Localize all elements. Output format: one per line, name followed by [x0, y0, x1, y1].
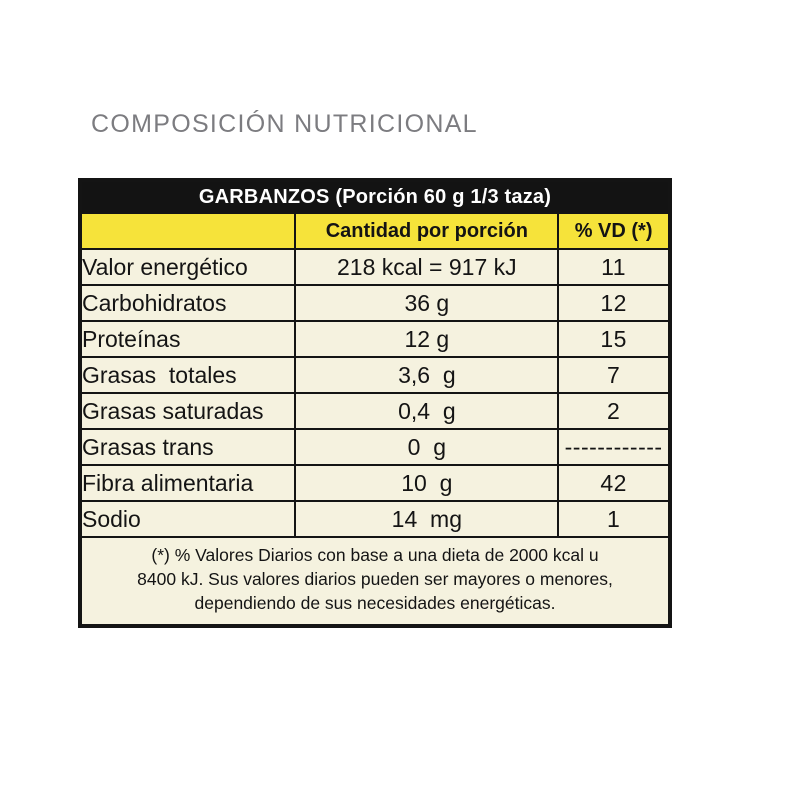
- column-header-row: [80, 213, 670, 249]
- column-header-dv: % VD (*): [558, 213, 670, 249]
- row-dv: ------------: [558, 429, 670, 465]
- row-amount: 3,6 g: [295, 357, 558, 393]
- table-row-grasas-saturadas: [80, 393, 670, 429]
- table-row-grasas-totales: [80, 357, 670, 393]
- footnote: [80, 537, 670, 626]
- table-row-fibra-alimentaria: [80, 465, 670, 501]
- column-header-amount: Cantidad por porción: [295, 213, 558, 249]
- row-dv: 7: [558, 357, 670, 393]
- table-title-row: [80, 180, 670, 213]
- row-label: Proteínas: [80, 321, 295, 357]
- table-title: GARBANZOS (Porción 60 g 1/3 taza): [80, 180, 670, 213]
- row-amount: 0 g: [295, 429, 558, 465]
- footnote-line-1: (*) % Valores Diarios con base a una dieta de 2000 kcal u: [151, 545, 599, 565]
- row-label: Sodio: [80, 501, 295, 537]
- footnote-line-2: 8400 kJ. Sus valores diarios pueden ser mayores o menores,: [137, 569, 613, 590]
- table-row-grasas-trans: [80, 429, 670, 465]
- footnote-line-3: dependiendo de sus necesidades energéticas.: [194, 593, 556, 614]
- column-header-empty: [80, 213, 295, 249]
- row-amount: 36 g: [295, 285, 558, 321]
- table-row-carbohidratos: [80, 285, 670, 321]
- table-row-proteinas: [80, 321, 670, 357]
- footnote-row: [80, 537, 670, 626]
- row-label: Grasas saturadas: [80, 393, 295, 429]
- row-dv: 2: [558, 393, 670, 429]
- row-dv: 12: [558, 285, 670, 321]
- row-label: Grasas totales: [80, 357, 295, 393]
- row-dv: 11: [558, 249, 670, 285]
- row-label: Carbohidratos: [80, 285, 295, 321]
- row-amount: 0,4 g: [295, 393, 558, 429]
- row-dv: 1: [558, 501, 670, 537]
- row-dv: 42: [558, 465, 670, 501]
- table-row-sodio: [80, 501, 670, 537]
- row-amount: 218 kcal = 917 kJ: [295, 249, 558, 285]
- nutrition-facts-table: [78, 178, 672, 628]
- row-label: Grasas trans: [80, 429, 295, 465]
- row-amount: 14 mg: [295, 501, 558, 537]
- row-label: Fibra alimentaria: [80, 465, 295, 501]
- row-dv: 15: [558, 321, 670, 357]
- table-row-valor-energetico: [80, 249, 670, 285]
- row-label: Valor energético: [80, 249, 295, 285]
- row-amount: 12 g: [295, 321, 558, 357]
- row-amount: 10 g: [295, 465, 558, 501]
- page-title: COMPOSICIÓN NUTRICIONAL: [91, 110, 478, 138]
